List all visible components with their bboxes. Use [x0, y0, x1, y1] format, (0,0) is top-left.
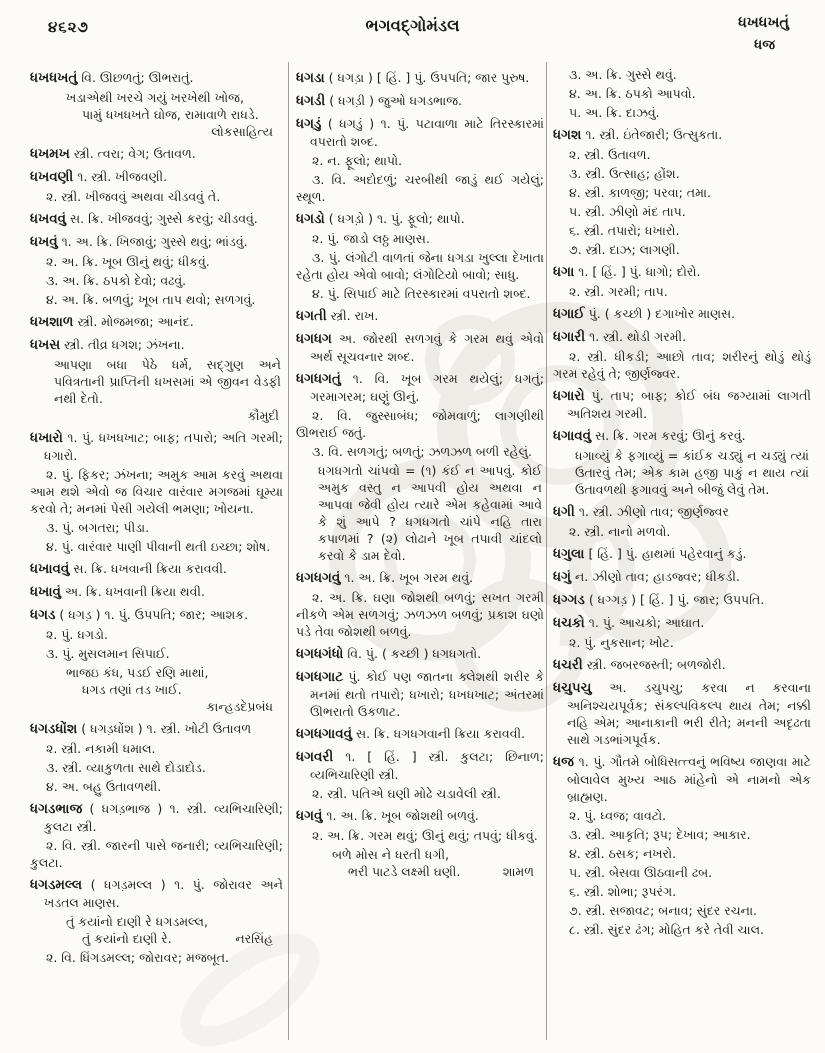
- entry-definition: ૧. સ્ત્રી. ઝીણો તાવ; જીર્ણજ્વર: [578, 504, 729, 519]
- entry-definition: સ્ત્રી. મોજમજા; આનંદ.: [77, 314, 194, 329]
- entry-definition: સ્ત્રી. રાખ.: [330, 308, 379, 323]
- sense-definition: ૨. સ્ત્રી. ખીજવવું અથવા ચીડવવું તે.: [46, 189, 221, 204]
- guide-word-first: ધખધખતું: [738, 15, 789, 31]
- entry-definition: અ. ક્રિ. ધખવાની ક્રિયા થવી.: [64, 584, 205, 599]
- entry-definition: ( ધગડ઼ું ) ૧. પું. પટાવાળા માટે તિરસ્કારમાં વપરાતો શબ્દ.: [310, 116, 544, 149]
- entry-headword: ધગડી: [296, 93, 326, 109]
- entry-headword: ધગડમલ્લ: [30, 877, 83, 893]
- dictionary-entry: [296, 69, 544, 87]
- entry-headword: ધગડો: [296, 211, 325, 227]
- sense-definition: ૨. સ્ત્રી. ધીકડી; આછો તાવ; શરીરનું થોડું થોડું ગરમ રહેવું તે; જીર્ણજ્વર.: [553, 349, 811, 381]
- dictionary-entry: [553, 328, 811, 346]
- dictionary-entry: [30, 429, 283, 464]
- entry-definition: ( ધગડ઼ધોંશ ) ૧. સ્ત્રી. ખોટી ઉતાવળ: [81, 721, 252, 736]
- sense-definition: ૨. ન. ફૂલો; થાપો.: [312, 153, 403, 168]
- dictionary-entry: [30, 336, 283, 354]
- sense-definition: ૨. વિ. જુસ્સાબંધ; જોમવાળું; લાગણીથી ઊભરાઈ જતું.: [296, 408, 544, 440]
- dictionary-entry: [30, 606, 283, 624]
- entry-definition: ૧. અ. ક્રિ. ખૂબ ગરમ થવું.: [344, 570, 474, 585]
- verse-line: ખડાએથી ખરચે ગયું ખરખેથી ખોજ,: [66, 90, 244, 105]
- page-number: ૪૬૨૭: [48, 18, 89, 36]
- entry-headword: ધગડા: [296, 70, 325, 86]
- sense-definition: ૩. અ. ક્રિ. ઠપકો દેવો; વઢવું.: [46, 273, 187, 288]
- guide-words: [738, 13, 789, 55]
- entry-definition: ૧. અ. ક્રિ. ખિજાવું; ગુસ્સે થવું; ભાંડવું.: [61, 234, 248, 249]
- sense-definition: ૨. સ્ત્રી. નાનો મળવો.: [569, 524, 671, 539]
- entry-headword: ધગી: [553, 504, 575, 520]
- quote-text: આપણા બધા પેઠે ધર્મ, સદ્‌ગુણ અને પવિત્રતાની પ્રાપ્તિની ધખસમાં એ જીવન વેડફી નથી દેતો.: [54, 357, 281, 406]
- sense-definition: ૩. અ. ક્રિ. ગુસ્સે થવું.: [569, 67, 677, 82]
- sense-definition: ૨. અ. ક્રિ. ખૂબ ઊનું થવું; ધીકવું.: [46, 254, 210, 269]
- dictionary-entry: [30, 876, 283, 911]
- dictionary-entry: [553, 614, 811, 632]
- dictionary-entry: [30, 583, 283, 601]
- verse-line: તું કયાંનો દાણી રે ધગડમલ્લ,: [66, 914, 208, 929]
- entry-definition: ૧. સ્ત્રી. થોડી ગરમી.: [589, 329, 687, 344]
- verse-quote: [332, 846, 536, 880]
- dictionary-column-2: [296, 64, 544, 1046]
- entry-definition: ( ધગડ઼ ) ૧. પું. ઉપપતિ; જાર; આશક.: [59, 607, 249, 622]
- dictionary-entry: [553, 656, 811, 674]
- sense-definition: ૩. પું. લંગોટી વાળતાં જેના ધગડા ખુલ્લા દેખાતા રહેતા હોય એવો બાવો; લંગોટિયો બાવો; સાધુ.: [296, 250, 544, 282]
- sense-definition: ૩. વિ. અદોદળું; ચરબીથી જાડું થઈ ગયેલું; સ્થૂળ.: [296, 172, 544, 204]
- sense-definition: ૩. પું. મુસલમાન સિપાઈ.: [46, 646, 170, 661]
- dictionary-entry: [30, 168, 283, 186]
- dictionary-entry: [553, 427, 811, 445]
- entry-headword: ધગું: [553, 569, 571, 585]
- entry-headword: ધખસ: [30, 337, 61, 353]
- entry-definition: [ હિં. ] પું. હાથમાં પહેરવાનું કડું.: [588, 546, 747, 561]
- citation-quote: [54, 356, 281, 424]
- entry-headword: ધગધગાટ: [296, 669, 344, 685]
- verse-line: પામું ધખધખતે ઘોજ, રામાવાળે રાધડે.: [82, 107, 259, 122]
- dictionary-column-1: [30, 64, 283, 1046]
- entry-headword: ધખવણી: [30, 169, 74, 185]
- verse-line: ધગડ તણાં તડ ખાઈ.: [82, 682, 182, 697]
- sense-definition: ૨. પું. ધ્વજ; વાવટો.: [569, 808, 667, 823]
- idiom-note: ધગાવ્યું કે ફગાવ્યું = કાંઈક ચડ્યું ન ચડ્યું ત્યાં ઉતારવું તેમ; એક કામ હજી પાકું ન થાય ત્યાં ઉતાવળથી ફગાવવું અને બીજું લેવું તેમ.: [575, 448, 809, 497]
- entry-definition: ૧. સ્ત્રી. ઇંતેજારી; ઉત્સુકતા.: [585, 127, 723, 142]
- dictionary-entry: [553, 568, 811, 586]
- dictionary-entry: [553, 263, 811, 281]
- entry-headword: ધગડભાજ: [30, 801, 83, 817]
- sense-definition: ૨. અ. ક્રિ. ઘણા જોશથી બળવું; સખત ગરમી નીકળે એમ સળગવું; ઝળઝળ બળવું; પ્રકાશ ઘણો પડે તેવા જોશથી બળવું.: [296, 590, 544, 639]
- verse-attribution: શામળ: [502, 864, 534, 879]
- dictionary-entry: [296, 370, 544, 405]
- sense-definition: ૩. વિ. સળગતું; બળતું; ઝળઝળ બળી રહેલું.: [312, 444, 532, 459]
- sense-definition: ૪. અ. ક્રિ. ઠપકો આપવો.: [569, 86, 696, 101]
- dictionary-entry: [296, 668, 544, 720]
- sense-definition: ૫. અ. ક્રિ. દાઝવું.: [569, 105, 660, 120]
- sense-definition: ૪. સ્ત્રી. કાળજી; પરવા; તમા.: [569, 185, 711, 200]
- entry-headword: ધગધગાવવું: [296, 726, 353, 742]
- entry-headword: ધગવરી: [296, 749, 334, 765]
- sense-definition: ૪. પું. વારંવાર પાણી પીવાની થતી ઇચ્છા; શોષ.: [46, 539, 271, 554]
- entry-definition: ૧. પું. ગૌતમે બોધિસત્ત્વનું ભવિષ્ય જાણવા માટે બોલાવેલ મુખ્ય આઠ માંહેનો એ નામનો એક બ્રાહ્મણ.: [567, 754, 811, 804]
- dictionary-entry: [553, 503, 811, 521]
- sense-definition: ૨. વિ. ધિંગડમલ્લ; જોરાવર; મજબૂત.: [46, 950, 229, 965]
- entry-definition: ૧. પું. ધખધખાટ; બાફ; તપારો; અતિ ગરમી; ધગારો.: [44, 430, 283, 463]
- sense-definition: ૪. સ્ત્રી. ઠસક; નખરો.: [569, 846, 677, 861]
- dictionary-entry: [553, 126, 811, 144]
- verse-quote: [66, 913, 275, 947]
- sense-definition: ૨. સ્ત્રી. પતિએ ઘણી મોઢે ચડાવેલી સ્ત્રી.: [312, 786, 501, 801]
- dictionary-entry: [553, 545, 811, 563]
- dictionary-entry: [30, 210, 283, 228]
- verse-attribution: નરસિંહ: [235, 931, 273, 946]
- entry-headword: ધગા: [553, 264, 575, 280]
- entry-definition: ૧. સ્ત્રી. ખીજવણી.: [77, 169, 168, 184]
- entry-definition: ૧. પું. આચકો; આઘાત.: [588, 615, 705, 630]
- dictionary-entry: [296, 115, 544, 150]
- columns-wrap: [0, 62, 825, 1048]
- entry-headword: ધગારી: [553, 329, 586, 345]
- verse-line: ભાજઇ કંધ, પડઈ રણિ માથાં,: [66, 665, 209, 680]
- dictionary-entry: [553, 591, 811, 609]
- sense-definition: ૨. અ. ક્રિ. ગરમ થવું; ઊનું થવું; તપવું; ધીકવું.: [312, 828, 538, 843]
- sense-definition: ૨. સ્ત્રી. નકામી ધમાલ.: [46, 741, 156, 756]
- entry-headword: ધજ: [553, 754, 574, 770]
- entry-headword: ધખમખ: [30, 146, 70, 162]
- entry-headword: ધગ્ગડ: [553, 592, 585, 608]
- sense-definition: ૨. સ્ત્રી. ઉતાવળ.: [569, 147, 651, 162]
- dictionary-entry: [30, 69, 283, 87]
- column-divider-2: [546, 62, 547, 1040]
- dictionary-entry: [553, 679, 811, 748]
- entry-definition: સ. ક્રિ. ધગધગવાની ક્રિયા કરાવવી.: [356, 726, 526, 741]
- verse-line: બળે મોસ ને ધરતી ધગી,: [332, 847, 450, 862]
- dictionary-entry: [296, 210, 544, 228]
- entry-definition: પું. ( કચ્છી ) દગાખોર માણસ.: [588, 306, 736, 321]
- verse-line: તું કયાંનો દાણી રે.: [82, 931, 172, 946]
- dictionary-entry: [30, 800, 283, 835]
- entry-definition: સ. ક્રિ. ધખવાની ક્રિયા કરાવવી.: [73, 561, 227, 576]
- entry-headword: ધગધગતું: [296, 371, 341, 387]
- entry-definition: સ્ત્રી. તીવ્ર ધગશ; ઝંખના.: [64, 337, 185, 352]
- entry-headword: ધગુલા: [553, 546, 585, 562]
- entry-headword: ધચરી: [553, 657, 583, 673]
- sense-definition: ૩. સ્ત્રી. ઉત્સાહ; હોંશ.: [569, 166, 680, 181]
- sense-definition: ૪. પું. સિપાઈ માટે તિરસ્કારમાં વપરાતો શબ્દ.: [312, 286, 531, 301]
- sense-definition: ૨. પું. ફિકર; ઝંખના; અમુક આમ કરવું અથવા આમ થશે એવો જ વિચાર વારંવાર મગજમાં ઘૂમ્યા કરવો તે; મનમાં પેસી ગયેલી ભમણા; ખોયના.: [30, 467, 283, 516]
- entry-definition: અ. ડચુપચુ; કરવા ન કરવાના અનિશ્ચયપૂર્વક; સંકલ્પવિકલ્પ થાય તેમ; નક્કી નહિ એમ; આનાકાની ભરી રીતે; મનની અદૃઢતા સાથે ગડભાંગપૂર્વક.: [567, 680, 811, 747]
- dictionary-entry: [553, 387, 811, 422]
- entry-definition: ( ધગડ઼ભાજ ) ૧. સ્ત્રી. વ્યભિચારિણી; કુલટા સ્ત્રી.: [44, 801, 283, 834]
- entry-headword: ધખારો: [30, 430, 63, 446]
- entry-definition: ( ધગડ઼ા ) [ હિં. ] પું. ઉપપતિ; જાર પુરુષ.: [328, 70, 530, 85]
- entry-headword: ધખાવવું: [30, 561, 70, 577]
- dictionary-entry: [30, 313, 283, 331]
- dictionary-entry: [296, 92, 544, 110]
- entry-definition: સ. ક્રિ. ખીજવવું; ગુસ્સે કરવું; ચીડવવું.: [70, 211, 258, 226]
- entry-definition: ૧. વિ. ખૂબ ગરમ થયેલું; ધગતું; ગરમાગરમ; ઘણું ઊનું.: [310, 371, 544, 404]
- entry-definition: પું. કોઈ પણ જાતના ક્લેશથી શરીર કે મનમાં થતો તપારો; ધખારો; ધખધખાટ; અંતરમાં ઊભરાતો ઉકળાટ.: [310, 669, 544, 719]
- sense-definition: ૨. પું. નુકસાન; ખોટ.: [569, 635, 674, 650]
- dictionary-entry: [296, 330, 544, 365]
- idiom-note: ધગધગતો ચાંપવો = (૧) કંઈ ન આપવું. કોઈ અમુક વસ્તુ ન આપવી હોય અથવા ન આપવા જેવી હોય ત્યારે એમ કહેવામાં આવે કે શું આપે ? ધગધગતો ચાંપે નહિ તારા કપાળમાં ? (૨) લોઢાને ખૂબ તપાવી ચાંદલો કરવો કે ડામ દેવો.: [318, 463, 542, 563]
- entry-headword: ધગવું: [296, 808, 323, 824]
- verse-attribution: કાન્હડદેપ્રબંધ: [206, 699, 273, 714]
- verse-attribution: લોકસાહિત્ય: [211, 124, 273, 139]
- sense-definition: ૩. પું. બગતરા; પીડા.: [46, 520, 150, 535]
- entry-headword: ધગારો: [553, 388, 585, 404]
- entry-headword: ધખવવું: [30, 211, 67, 227]
- entry-headword: ધગડું: [296, 116, 322, 132]
- entry-definition: અ. જોરથી સળગવું કે ગરમ થવું એવો અર્થ સૂચવનાર શબ્દ.: [310, 331, 544, 364]
- dictionary-entry: [30, 720, 283, 738]
- sense-definition: ૪. અ. ક્રિ. બળવું; ખૂબ તાપ થવો; સળગવું.: [46, 292, 256, 307]
- entry-definition: ( ધગડ઼ી ) જુઓ ધગડભાજ.: [329, 93, 463, 108]
- entry-headword: ધગડધોંશ: [30, 721, 78, 737]
- entry-definition: ( ધગડ઼મલ્લ ) ૧. પું. જોરાવર અને ખડતલ માણસ.: [44, 877, 283, 910]
- entry-definition: સ્ત્રી. ત્વરા; વેગ; ઉતાવળ.: [73, 146, 196, 161]
- entry-definition: ૧. અ. ક્રિ. ખૂબ જોશથી બળવું.: [326, 808, 479, 823]
- dictionary-column-3: [553, 64, 811, 1046]
- verse-quote: [66, 89, 275, 140]
- entry-headword: ધચુપચુ: [553, 680, 592, 696]
- sense-definition: ૭. સ્ત્રી. દાઝ; લાગણી.: [569, 242, 680, 257]
- sense-definition: ૫. સ્ત્રી. ઝીણો મંદ તાપ.: [569, 204, 686, 219]
- sense-definition: ૬. સ્ત્રી. તપારો; ધખારો.: [569, 223, 680, 238]
- entry-definition: સ્ત્રી. જબરજસ્તી; બળજોરી.: [586, 657, 726, 672]
- guide-word-last: ધજ: [754, 36, 775, 53]
- entry-headword: ધગાઈ: [553, 306, 585, 322]
- entry-headword: ધગશ: [553, 127, 582, 143]
- sense-definition: ૮. સ્ત્રી. સુંદર ઢંગ; મોહિત કરે તેવી ચાલ.: [569, 922, 765, 937]
- sense-definition: ૨. પું. ધગડો.: [46, 627, 108, 642]
- dictionary-entry: [553, 305, 811, 323]
- entry-headword: ધખવું: [30, 234, 58, 250]
- entry-headword: ધગધગવું: [296, 570, 341, 586]
- sense-definition: ૬. સ્ત્રી. શોભા; રૂપરંગ.: [569, 884, 677, 899]
- dictionary-entry: [30, 560, 283, 578]
- sense-definition: ૭. સ્ત્રી. સજાવટ; બનાવ; સુંદર રચના.: [569, 903, 758, 918]
- sense-definition: ૨. સ્ત્રી. ગરમી; તાપ.: [569, 284, 668, 299]
- entry-definition: ( ધગડ઼ો ) ૧. પું. ફૂલો; થાપો.: [328, 211, 465, 226]
- dictionary-entry: [553, 753, 811, 805]
- entry-definition: વિ. પું. ( કચ્છી ) ધગધગતો.: [347, 646, 482, 661]
- entry-definition: ( ધગ્ગડ઼ ) [ હિં. ] પું. જાર; ઉપપતિ.: [588, 592, 765, 607]
- sense-definition: ૨. વિ. સ્ત્રી. જારની પાસે જનારી; વ્યભિચારિણી; કુલટા.: [30, 838, 283, 870]
- entry-headword: ધગડ: [30, 607, 56, 623]
- sense-definition: ૫. સ્ત્રી. બેસવા ઊઠવાની ઢબ.: [569, 865, 713, 880]
- verse-line: ભરી પાટડે લક્ષ્મી ઘણી.: [348, 864, 461, 879]
- dictionary-entry: [296, 645, 544, 663]
- dictionary-entry: [296, 748, 544, 783]
- entry-headword: ધચકો: [553, 615, 585, 631]
- sense-definition: ૪. અ. બહુ ઉતાવળથી.: [46, 779, 162, 794]
- entry-definition: વિ. ઊછળતું; ઊભરાતું.: [81, 70, 194, 85]
- sense-definition: ૩. સ્ત્રી. વ્યાકુળતા સાથે દોડાદોડ.: [46, 760, 206, 775]
- entry-definition: સ. ક્રિ. ગરમ કરવું; ઊનું કરવું.: [595, 428, 746, 443]
- entry-headword: ધખાવું: [30, 584, 61, 600]
- verse-quote: [66, 664, 275, 715]
- dictionary-entry: [296, 725, 544, 743]
- dictionary-entry: [296, 807, 544, 825]
- entry-headword: ધગતી: [296, 308, 327, 324]
- entry-definition: ૧. [ હિં. ] પું. ધાગો; દોરો.: [578, 264, 701, 279]
- book-title: ભગવદ્ગોમંડલ: [365, 16, 460, 35]
- entry-definition: ૧. [ હિં. ] સ્ત્રી. કુલટા; છિનાળ; વ્યભિચારિણી સ્ત્રી.: [310, 749, 544, 782]
- entry-headword: ધખધખતું: [30, 70, 78, 86]
- dictionary-entry: [30, 233, 283, 251]
- dictionary-entry: [296, 307, 544, 325]
- entry-headword: ધખશાળ: [30, 314, 74, 330]
- quote-attribution: કૌમુદી: [247, 408, 279, 423]
- entry-definition: ન. ઝીણો તાવ; હાડજ્વર; ધીકડી.: [574, 569, 740, 584]
- column-divider-1: [288, 62, 289, 1040]
- sense-definition: ૨. પું. જાડો લઠ્ઠ માણસ.: [312, 231, 430, 246]
- dictionary-entry: [30, 145, 283, 163]
- entry-definition: પું. તાપ; બાફ; કોઈ બંધ જગ્યામાં લાગતી અતિશય ગરમી.: [567, 388, 811, 421]
- entry-headword: ધગાવવું: [553, 428, 592, 444]
- sense-definition: ૩. સ્ત્રી. આકૃતિ; રૂપ; દેખાવ; આકાર.: [569, 827, 751, 842]
- entry-headword: ધગધગંધો: [296, 646, 344, 662]
- entry-headword: ધગધગ: [296, 331, 332, 347]
- dictionary-entry: [296, 569, 544, 587]
